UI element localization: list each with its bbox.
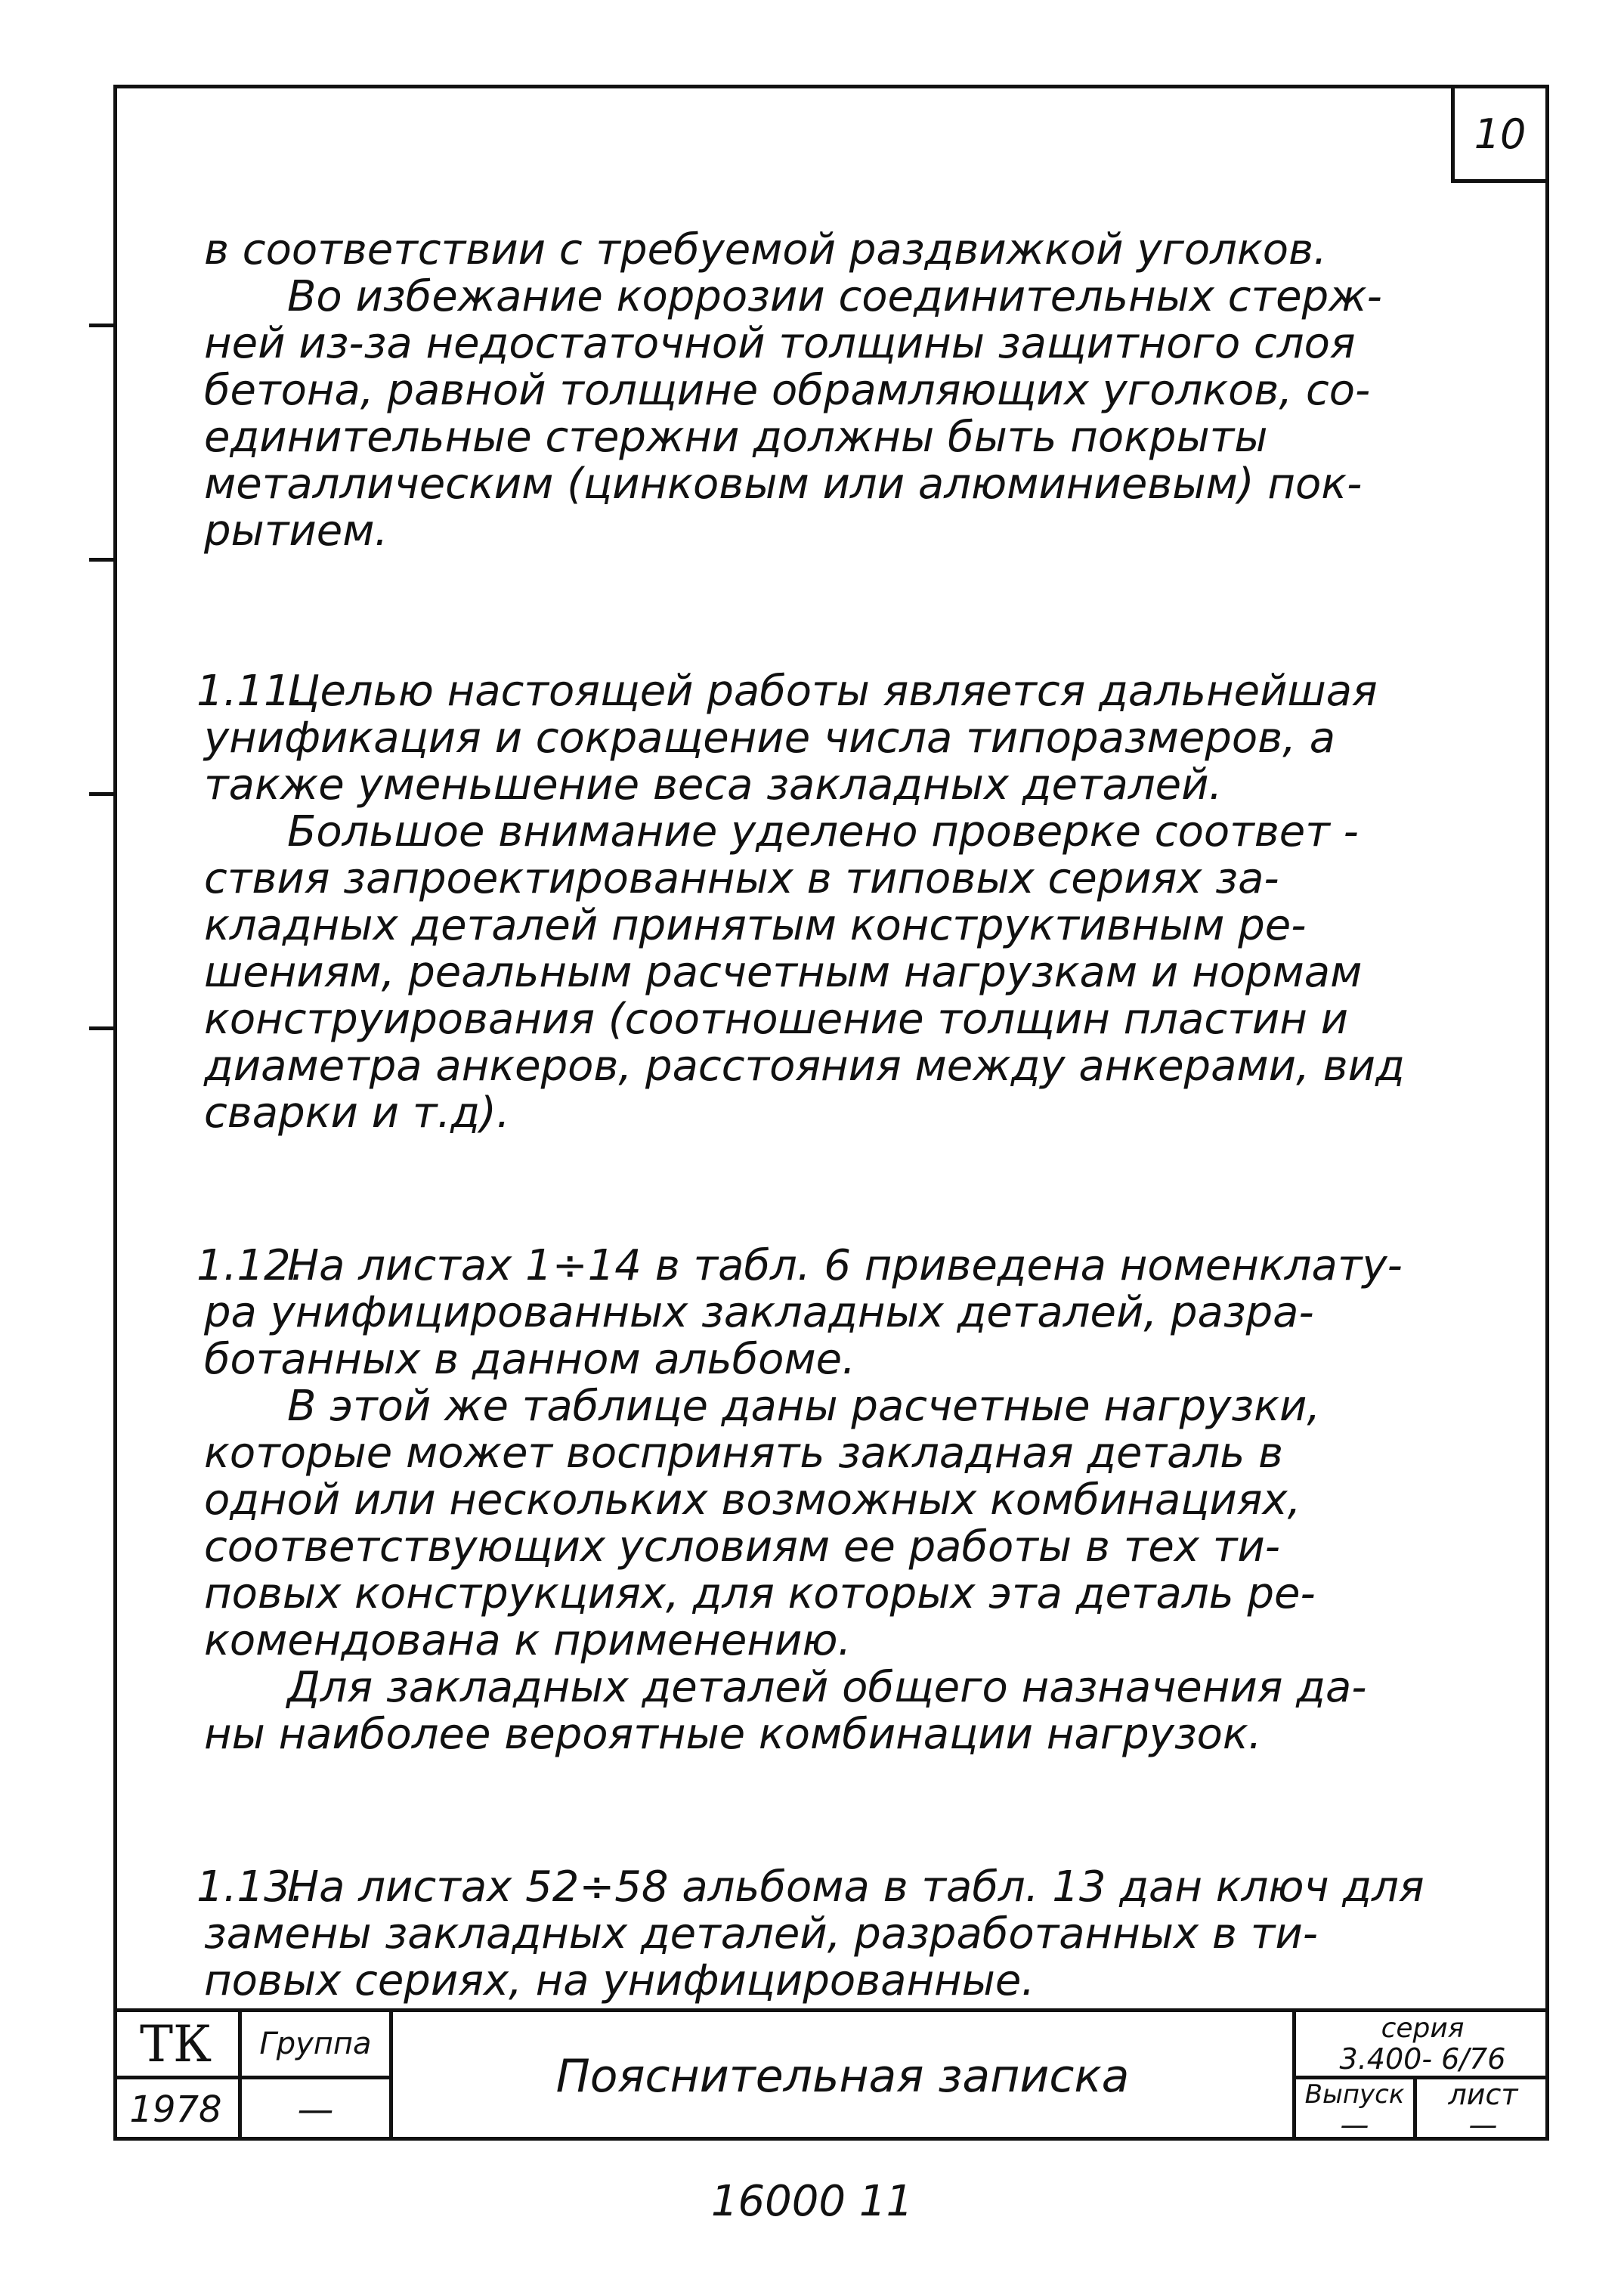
sheet-label: лист: [1448, 2078, 1518, 2111]
section-text: На листах 1÷14 в табл. 6 приведена номенклату- ра унифицированных закладных деталей, разра- ботанных в данном альбоме.: [204, 1241, 1403, 1384]
section-text: Для закладных деталей общего назначения да- ны наиболее вероятные комбинации нагрузок.: [204, 1663, 1367, 1759]
section-number: 1.13.: [196, 1862, 305, 1912]
section-1-13: [196, 1862, 1527, 2005]
document-body: [196, 225, 1527, 2005]
section-1-11: [196, 667, 1527, 1138]
title-block: [113, 2008, 1549, 2141]
section-text: Целью настоящей работы является дальнейшая унификация и сокращение числа типоразмеров, а также уменьшение веса закладных деталей.: [204, 667, 1378, 810]
margin-tick: [89, 1026, 116, 1030]
sheet-value: —: [1468, 2108, 1498, 2141]
page-number: 10: [1451, 85, 1549, 183]
intro-line: в соответствии с требуемой раздвижкой уголков.: [204, 225, 1327, 274]
issue-value: —: [1340, 2108, 1369, 2141]
margin-tick: [89, 558, 116, 562]
year: 1978: [129, 2088, 222, 2131]
section-text: На листах 52÷58 альбома в табл. 13 дан ключ для замены закладных деталей, разработанных в ти- повых сериях, на унифицированные.: [204, 1862, 1424, 2005]
document-title: Пояснительная записка: [555, 2050, 1130, 2103]
group-label: Группа: [259, 2026, 372, 2061]
section-number: 1.12.: [196, 1241, 305, 1290]
margin-tick: [89, 324, 116, 327]
issue-label: Выпуск: [1304, 2079, 1405, 2110]
section-number: 1.11.: [196, 667, 305, 716]
section-text: Большое внимание уделено проверке соответ - ствия запроектированных в типовых сериях за- кладных деталей принятым конструктивным ре- шениям, реальным расчетным нагрузкам и нормам конструирования (соотношение толщин пластин и диаметра анкеров, расстояния между анкерами, вид сварки и т.д).: [204, 807, 1405, 1138]
series-label: серия: [1381, 2012, 1465, 2044]
footer-number: 16000 11: [710, 2177, 914, 2226]
series-value: 3.400- 6/76: [1339, 2042, 1506, 2076]
section-1-12: [196, 1241, 1527, 1759]
intro-paragraph: Во избежание коррозии соединительных стерж- ней из-за недостаточной толщины защитного слоя бетона, равной толщине обрамляющих уголков, со- единительные стержни должны быть покрыты металлическим (цинковым или алюминиевым) пок- рытием.: [204, 272, 1382, 556]
section-text: В этой же таблице даны расчетные нагрузки, которые может воспринять закладная деталь в одной или нескольких возможных комбинациях, соответствующих условиям ее работы в тех ти- повых конструкциях, для которых эта деталь ре- комендована к применению.: [204, 1382, 1321, 1665]
org-code: ТК: [139, 2014, 212, 2073]
margin-tick: [89, 792, 116, 796]
group-value: —: [297, 2088, 334, 2131]
